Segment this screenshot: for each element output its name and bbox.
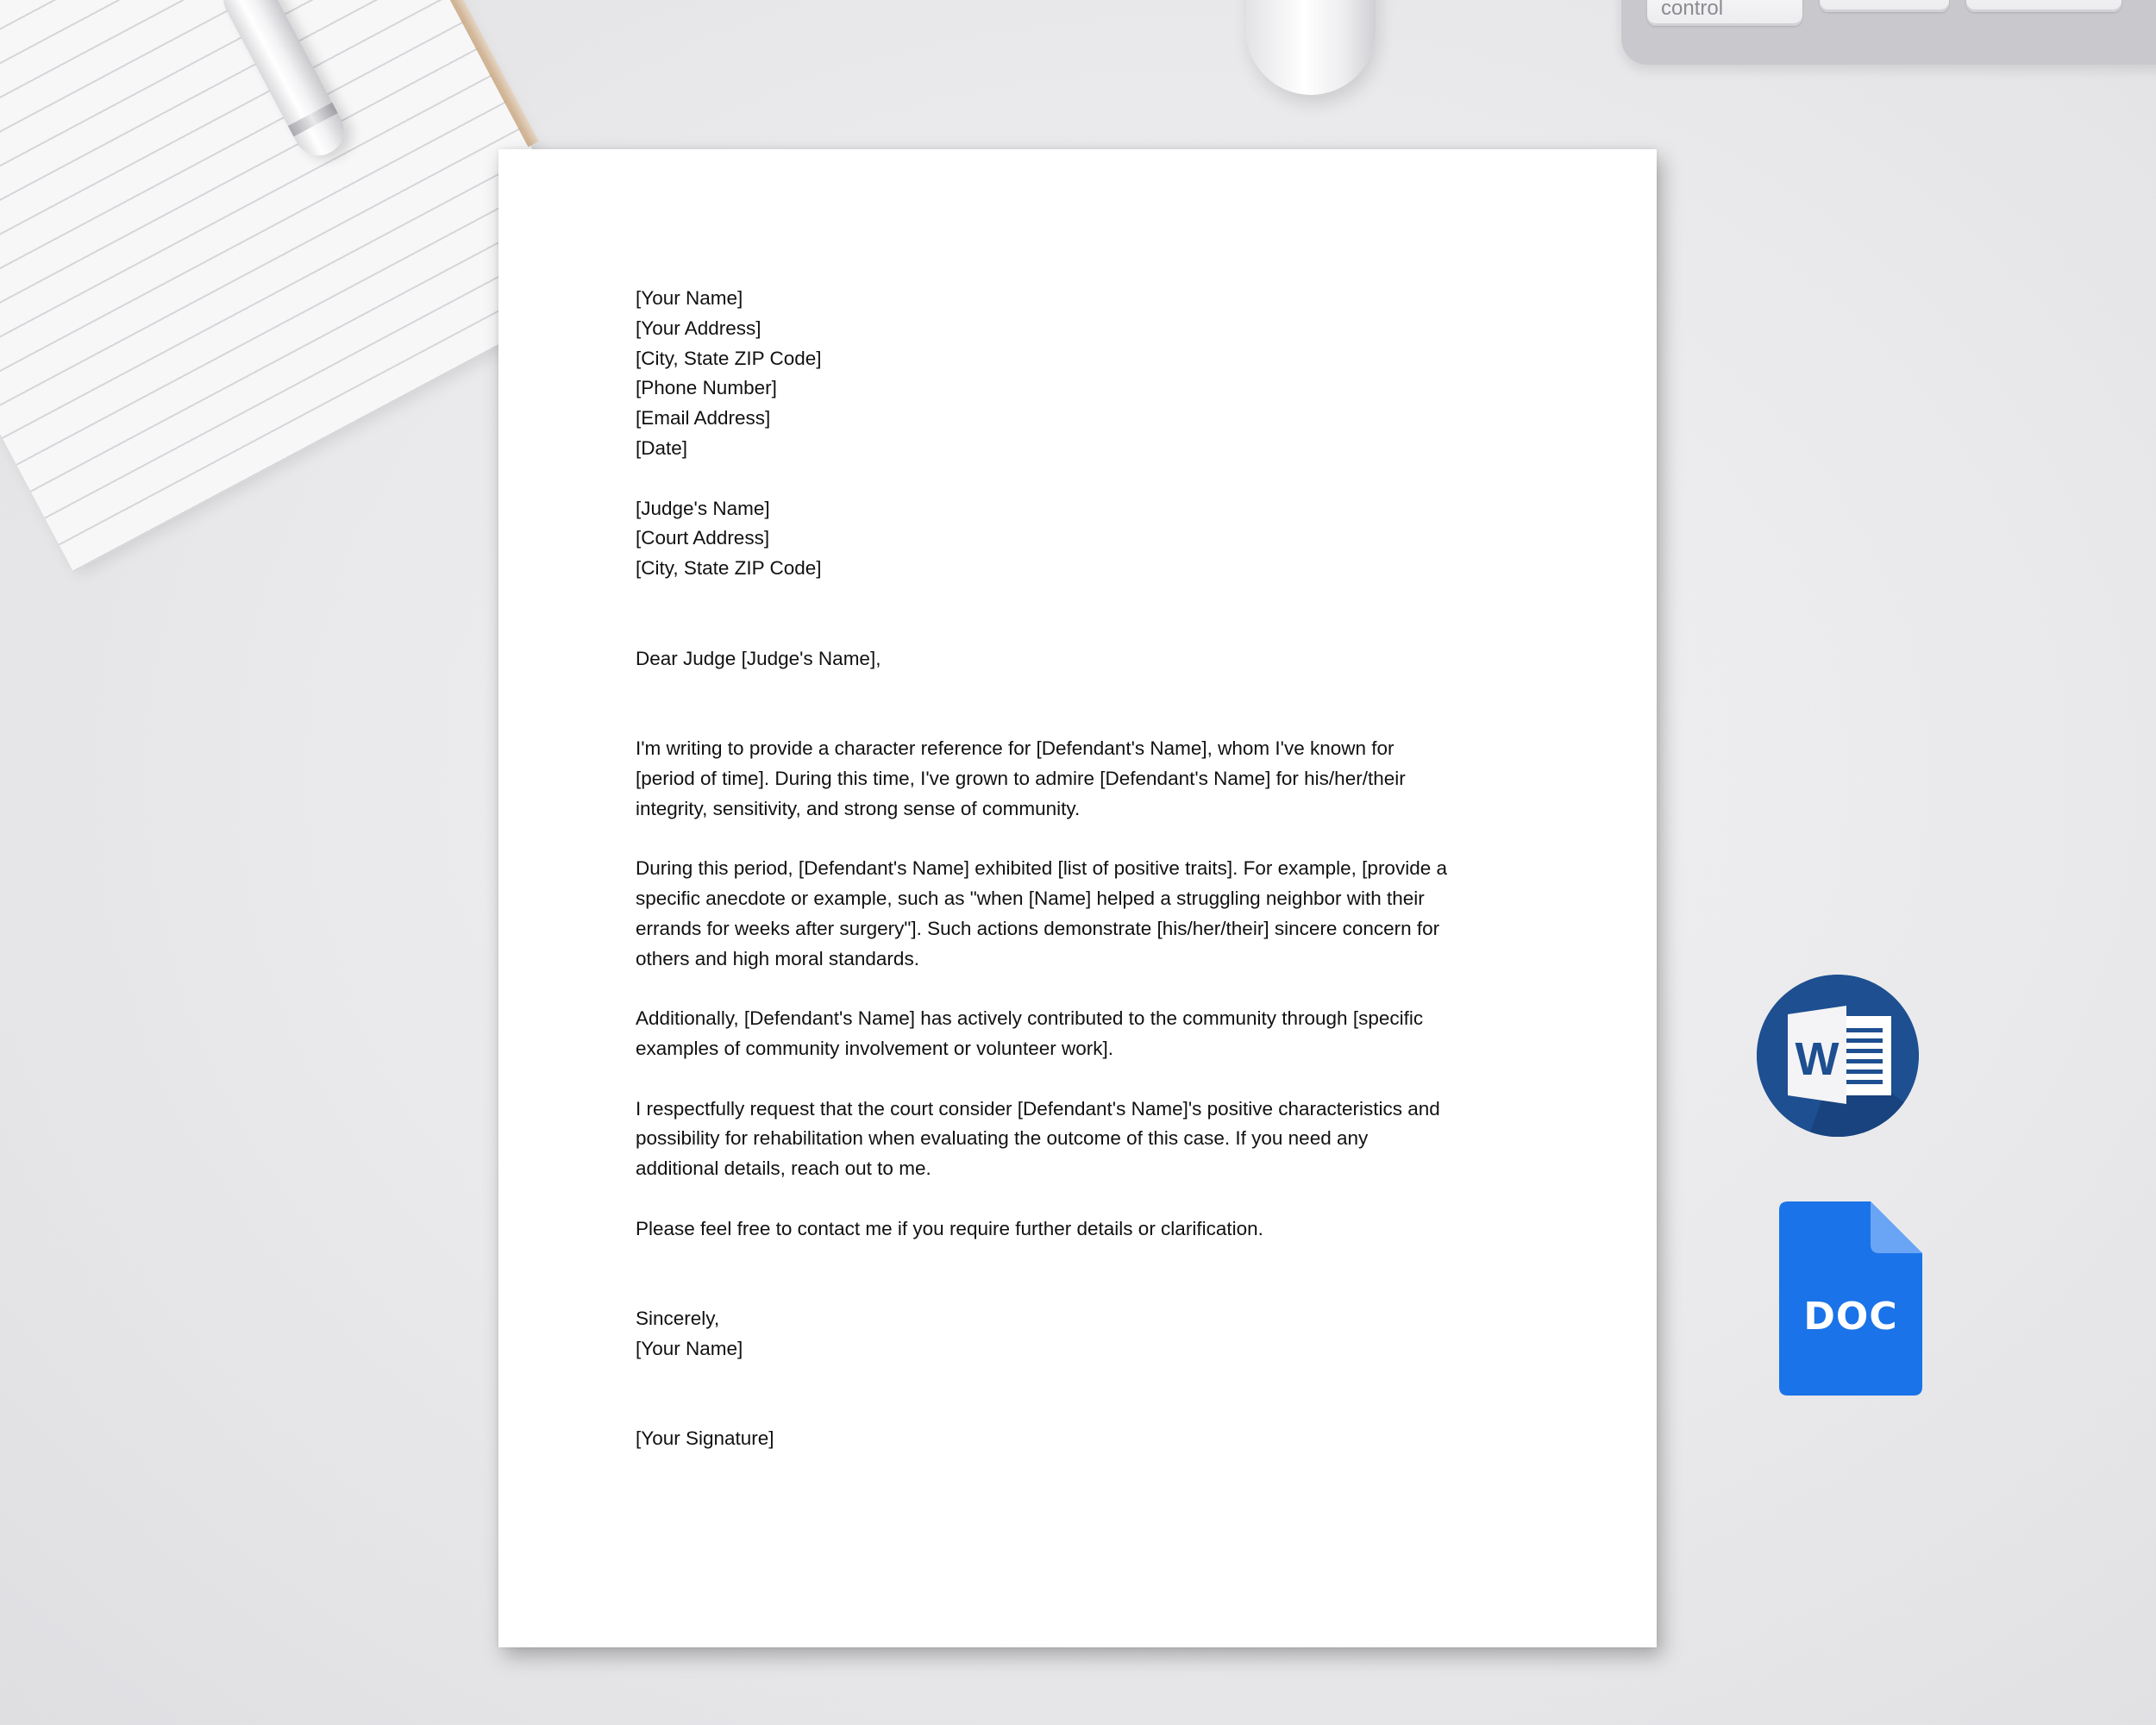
- sender-city: [City, State ZIP Code]: [636, 347, 822, 369]
- keyboard-key-command: [1966, 0, 2122, 12]
- doc-file-label: DOC: [1803, 1295, 1898, 1339]
- closing-name: [Your Name]: [636, 1337, 743, 1359]
- closing: Sincerely,: [636, 1308, 720, 1330]
- paragraph-line: Additionally, [Defendant's Name] has actively contributed to the community through [specific: [636, 1007, 1424, 1030]
- recipient-block: [636, 494, 1550, 584]
- recipient-address: [Court Address]: [636, 527, 770, 549]
- letter-date: [Date]: [636, 436, 688, 459]
- paragraph-line: During this period, [Defendant's Name] exhibited [list of positive traits]. For example, [provide a: [636, 857, 1447, 880]
- sender-name: [Your Name]: [636, 287, 743, 309]
- paragraph-line: possibility for rehabilitation when evaluating the outcome of this case. If you need any: [636, 1127, 1369, 1150]
- word-icon-letter: W: [1795, 1033, 1839, 1085]
- paragraph-line: Please feel free to contact me if you require further details or clarification.: [636, 1217, 1263, 1239]
- signature-placeholder: [Your Signature]: [636, 1427, 774, 1450]
- paragraph-5: [636, 1214, 1550, 1245]
- word-icon: [1757, 975, 1919, 1137]
- pen-band: [288, 103, 338, 137]
- paragraph-3: [636, 1004, 1550, 1064]
- paragraph-line: specific anecdote or example, such as "when [Name] helped a struggling neighbor with their: [636, 887, 1425, 909]
- paragraph-line: examples of community involvement or volunteer work].: [636, 1037, 1113, 1059]
- keyboard-key-option: [1820, 0, 1949, 12]
- sender-block: [636, 284, 1550, 464]
- paragraph-line: I'm writing to provide a character reference for [Defendant's Name], whom I've known for: [636, 737, 1395, 759]
- keyboard: [1621, 0, 2156, 65]
- letter-body: [636, 284, 1550, 1454]
- sender-address: [Your Address]: [636, 317, 761, 339]
- keyboard-key-control: [1647, 0, 1802, 26]
- doc-file-icon: [1779, 1201, 1922, 1396]
- paragraph-4: [636, 1095, 1550, 1184]
- paragraph-line: I respectfully request that the court consider [Defendant's Name]'s positive characteristics and: [636, 1097, 1440, 1120]
- paragraph-line: [period of time]. During this time, I've grown to admire [Defendant's Name] for his/her/their: [636, 767, 1406, 789]
- paragraph-line: errands for weeks after surgery"]. Such actions demonstrate [his/her/their] sincere concern for: [636, 917, 1440, 939]
- recipient-name: [Judge's Name]: [636, 497, 770, 519]
- word-icon-graphic: [1757, 975, 1919, 1137]
- sender-email: [Email Address]: [636, 407, 771, 430]
- letter-page: [498, 149, 1657, 1647]
- computer-mouse: [1246, 0, 1376, 95]
- paragraph-2: [636, 854, 1550, 974]
- salutation: Dear Judge [Judge's Name],: [636, 647, 881, 669]
- sender-phone: [Phone Number]: [636, 377, 777, 399]
- paragraph-line: others and high moral standards.: [636, 947, 919, 969]
- paragraph-line: integrity, sensitivity, and strong sense of community.: [636, 797, 1081, 819]
- paragraph-line: additional details, reach out to me.: [636, 1157, 931, 1180]
- keyboard-key-label: control: [1661, 0, 1724, 20]
- paragraph-1: [636, 734, 1550, 824]
- recipient-city: [City, State ZIP Code]: [636, 557, 822, 580]
